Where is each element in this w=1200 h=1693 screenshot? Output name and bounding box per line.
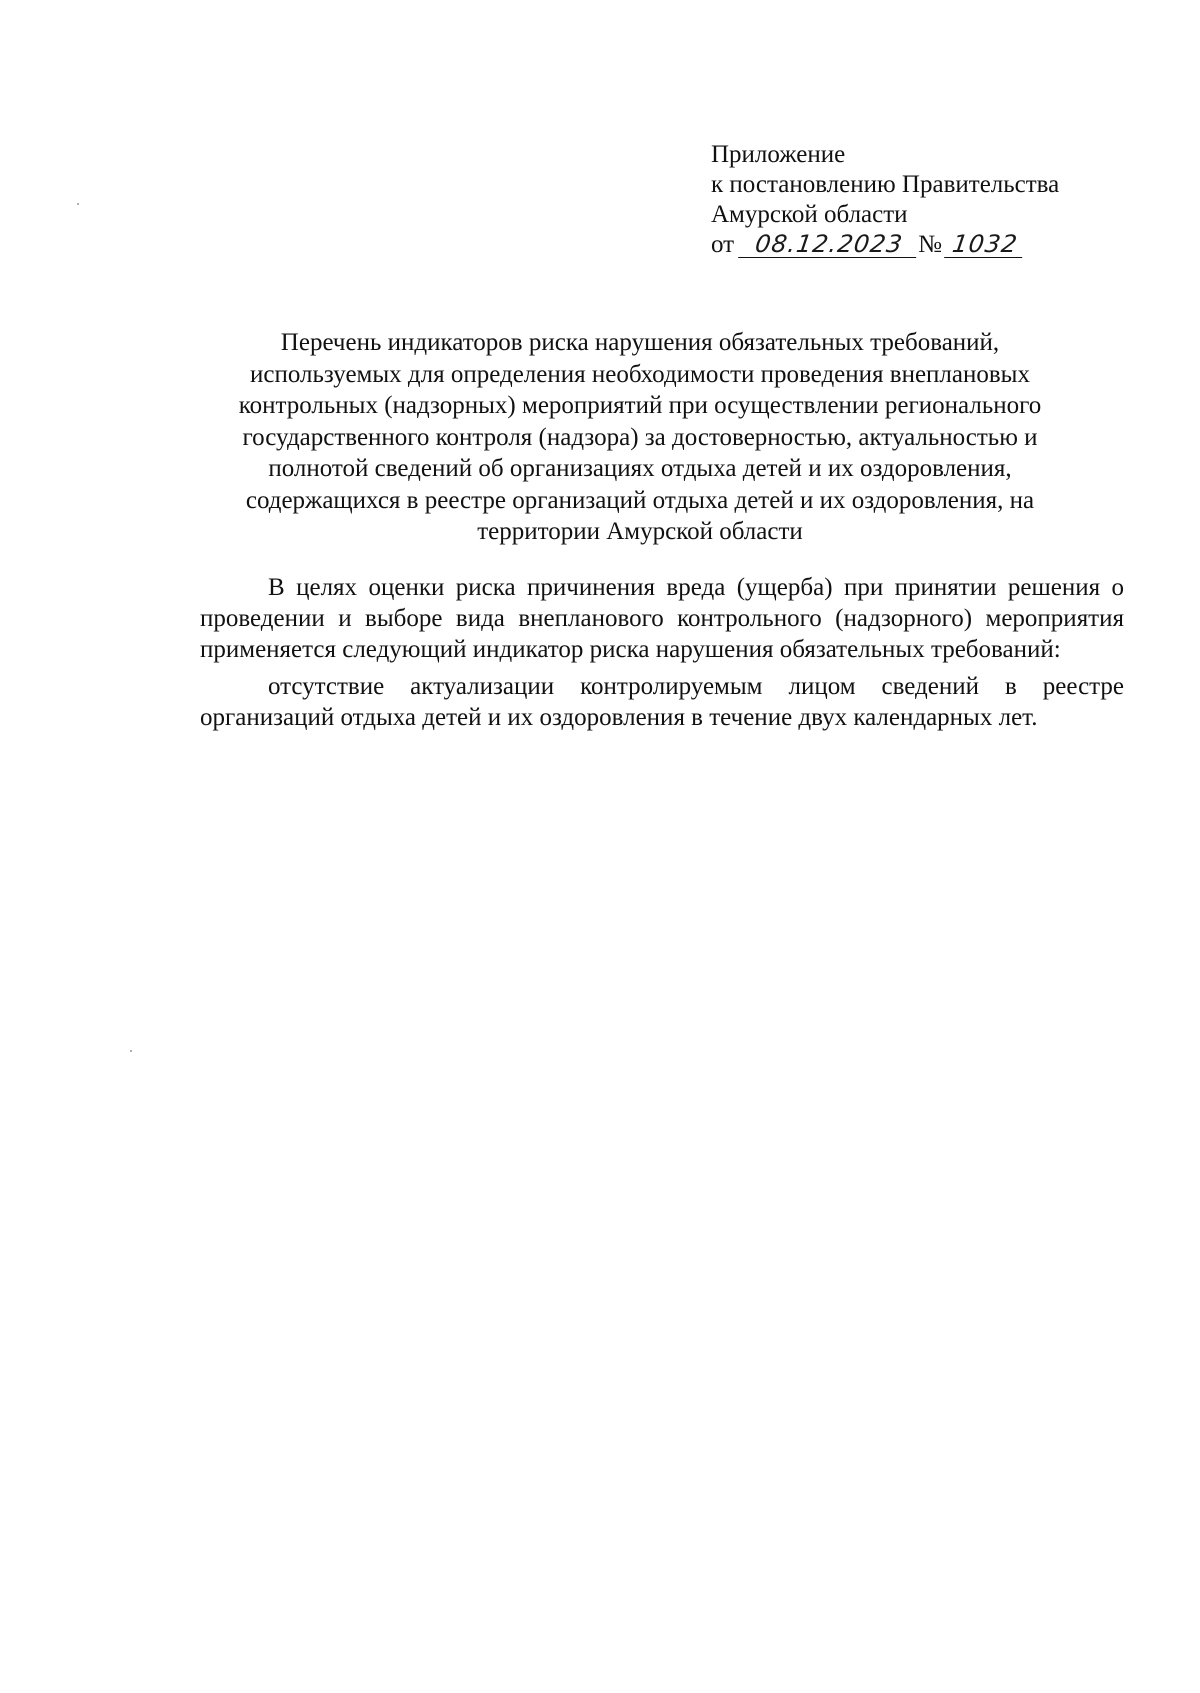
appendix-region: Амурской области <box>711 201 908 228</box>
handwritten-number: 1032 <box>944 231 1026 258</box>
title-line: государственного контроля (надзора) за достоверностью, актуальностью и <box>242 423 1038 451</box>
title-line: полнотой сведений об организациях отдыха детей и их оздоровления, <box>268 455 1012 482</box>
body-paragraph-risk-indicator: отсутствие актуализации контролируемым лицом сведений в реестре организаций отдыха детей и их оздоровления в течение двух календарных лет. <box>200 673 1124 731</box>
title-line: используемых для определения необходимости проведения внеплановых <box>250 360 1030 388</box>
document-body <box>200 572 1124 733</box>
number-sign: № <box>918 231 942 258</box>
handwritten-date: 08.12.2023 <box>738 231 920 258</box>
date-prefix: от <box>711 231 735 258</box>
appendix-label: Приложение <box>711 141 846 168</box>
document-title <box>200 327 1080 548</box>
title-line: Перечень индикаторов риска нарушения обязательных требований, <box>280 329 1000 356</box>
title-line: территории Амурской области <box>477 518 803 545</box>
title-line: контрольных (надзорных) мероприятий при осуществлении регионального <box>238 392 1042 419</box>
appendix-resolution-ref: к постановлению Правительства <box>711 171 1060 198</box>
appendix-header <box>711 140 1059 260</box>
scan-speck <box>77 203 79 205</box>
body-paragraph-risk-assessment: В целях оценки риска причинения вреда (ущерба) при принятии решения о проведении и выборе вида внепланового контрольного (надзорного) мероприятия применяется следующий индикатор риска нарушения обязательных требований: <box>200 574 1124 663</box>
title-line: содержащихся в реестре организаций отдыха детей и их оздоровления, на <box>245 486 1035 514</box>
appendix-date-line <box>711 230 1059 260</box>
scan-speck <box>130 1050 132 1052</box>
